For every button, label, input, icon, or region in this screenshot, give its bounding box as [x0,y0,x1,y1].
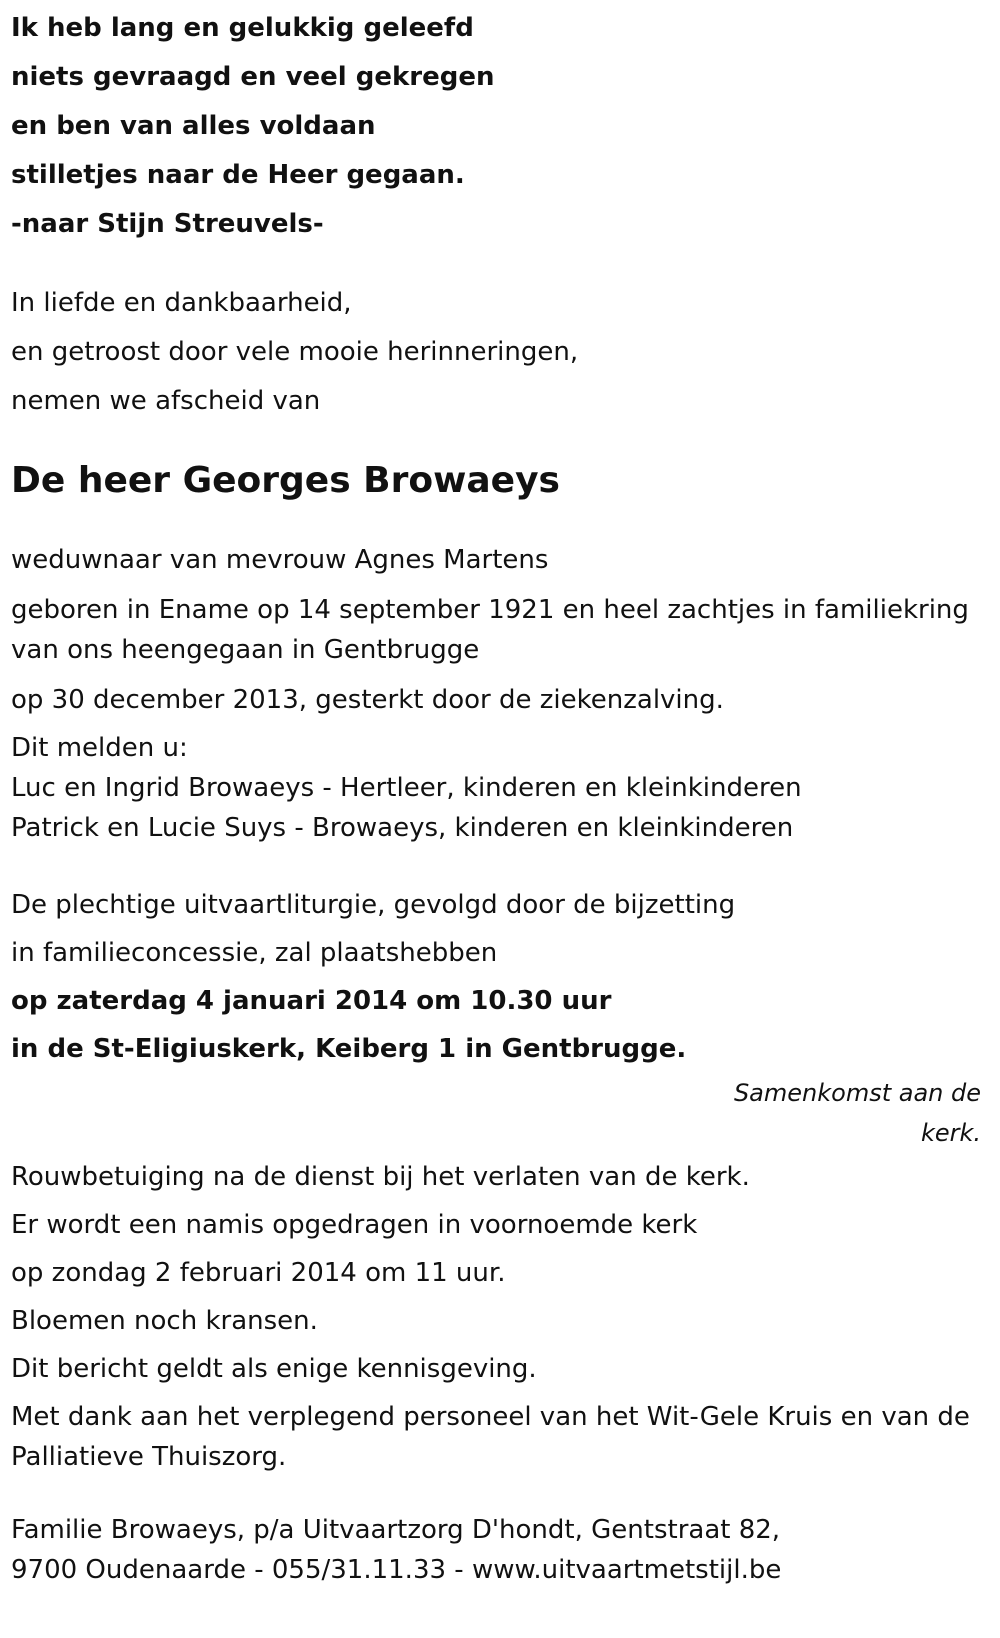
after-block [11,1153,991,1477]
after-line: op zondag 2 februari 2014 om 11 uur. [11,1258,506,1288]
poem-block [11,4,991,249]
gathering-wrapper [11,1073,991,1153]
funeral-line: in familieconcessie, zal plaatshebben [11,938,498,968]
widower-line: weduwnaar van mevrouw Agnes Martens [11,545,549,575]
date-passed-line: op 30 december 2013, gesterkt door de ziekenzalving. [11,685,724,715]
announcers-block [11,728,991,848]
thanks-line: Met dank aan het verplegend personeel van het Wit-Gele Kruis en van de Palliatieve Thuiszorg. [11,1402,970,1472]
details-block [11,536,991,724]
poem-attribution: -naar Stijn Streuvels- [11,209,324,239]
intro-line: In liefde en dankbaarheid, [11,288,352,318]
funeral-where: in de St-Eligiuskerk, Keiberg 1 in Gentbrugge. [11,1034,687,1064]
poem-line: stilletjes naar de Heer gegaan. [11,160,465,190]
announcer-line: Luc en Ingrid Browaeys - Hertleer, kinderen en kleinkinderen [11,773,802,803]
announcers-intro: Dit melden u: [11,733,188,763]
contact-line: 9700 Oudenaarde - 055/31.11.33 - www.uitvaartmetstijl.be [11,1555,782,1585]
after-line: Er wordt een namis opgedragen in voornoemde kerk [11,1210,698,1240]
after-line: Dit bericht geldt als enige kennisgeving. [11,1354,537,1384]
intro-line: nemen we afscheid van [11,386,321,416]
funeral-block [11,881,991,1073]
obituary-notice [11,0,991,1590]
poem-line: Ik heb lang en gelukkig geleefd [11,13,474,43]
poem-line: en ben van alles voldaan [11,111,376,141]
intro-block [11,279,991,426]
funeral-when: op zaterdag 4 januari 2014 om 10.30 uur [11,986,612,1016]
gathering-note: Samenkomst aan de kerk. [733,1079,981,1147]
contact-line: Familie Browaeys, p/a Uitvaartzorg D'hondt, Gentstraat 82, [11,1515,781,1545]
poem-line: niets gevraagd en veel gekregen [11,62,495,92]
contact-block [11,1510,991,1590]
deceased-name: De heer Georges Browaeys [11,460,560,501]
after-line: Rouwbetuiging na de dienst bij het verlaten van de kerk. [11,1162,750,1192]
intro-line: en getroost door vele mooie herinneringen, [11,337,579,367]
funeral-line: De plechtige uitvaartliturgie, gevolgd door de bijzetting [11,890,736,920]
after-line: Bloemen noch kransen. [11,1306,318,1336]
born-passed-line: geboren in Ename op 14 september 1921 en heel zachtjes in familiekring van ons heengegaan in Gentbrugge [11,595,969,665]
announcer-line: Patrick en Lucie Suys - Browaeys, kinderen en kleinkinderen [11,813,794,843]
